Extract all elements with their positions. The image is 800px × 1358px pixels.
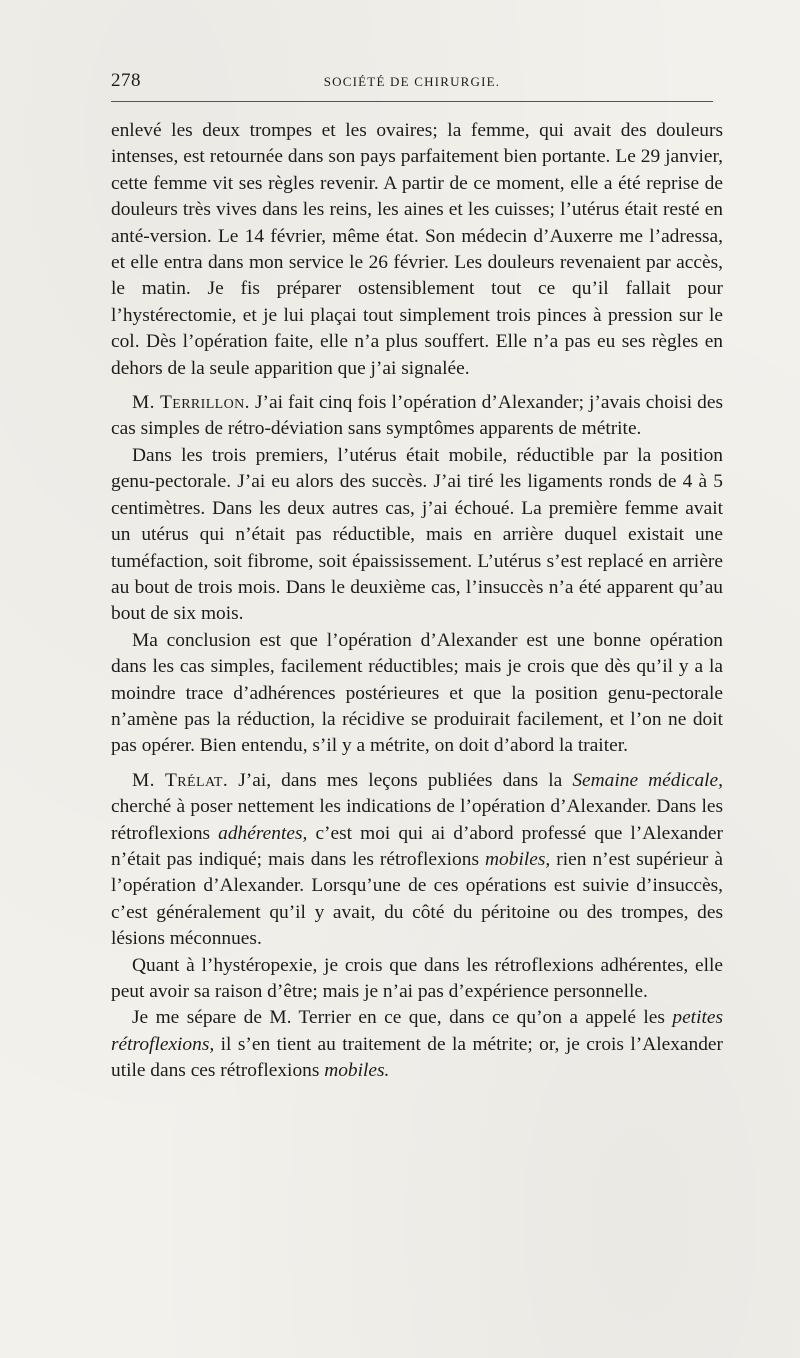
body-text <box>111 118 723 1085</box>
trelat-text-a: J’ai, dans mes leçons publiées dans la <box>228 769 573 791</box>
running-title: SOCIÉTÉ DE CHIRURGIE. <box>323 74 501 89</box>
header-rule <box>111 101 713 102</box>
paragraph-conclusion: Ma conclusion est que l’opération d’Alexander est une bonne opération dans les cas simples, facilement réductibles; mais je crois que dès qu’il y a la moindre trace d’adhérences postérieures et que la position genu-pectorale n’amène pas la réduction, la récidive se produirait facilement, et l’on ne doit pas opérer. Bien entendu, s’il y a métrite, on doit d’abord la traiter. <box>111 629 723 757</box>
paragraph-terrillon <box>111 390 723 443</box>
speaker-trelat: M. Trélat. <box>132 769 229 791</box>
paragraph-continuation: enlevé les deux trompes et les ovaires; la femme, qui avait des douleurs intenses, est retournée dans son pays parfaitement bien portante. Le 29 janvier, cette femme vit ses règles revenir. A partir de ce moment, elle a été reprise de douleurs très vives dans les reins, les aines et les cuisses; l’utérus était resté en anté-version. Le 14 février, même état. Son médecin d’Auxerre me l’adressa, et elle entra dans mon service le 26 février. Les douleurs revenaient par accès, le matin. Je fis préparer ostensiblement tout ce qu’il fallait pour l’hystérectomie, et je lui plaçai tout simplement trois pinces à pression sur le col. Dès l’opération faite, elle n’a plus souffert. Elle n’a pas eu ses règles en dehors de la seule apparition que j’ai signalée. <box>111 120 723 379</box>
page-header <box>111 70 713 94</box>
italic-petites-retroflexions: petites rétroflexions, <box>111 1007 723 1055</box>
paragraph-hysteropexie: Quant à l’hystéropexie, je crois que dans les rétroflexions adhérentes, elle peut avoir sa raison d’être; mais je n’ai pas d’expérience personnelle. <box>111 954 723 1002</box>
paragraph-terrillon-text: J’ai fait cinq fois l’opération d’Alexander; j’avais choisi des cas simples de rétro-déviation sans symptômes apparents de métrite. <box>111 392 723 440</box>
paragraph-trelat <box>111 768 723 953</box>
trelat-text-b: cherché à poser nettement les indications de l’opération d’Alexander. Dans les rétroflexions <box>111 796 723 844</box>
paragraph-terrier <box>111 1005 723 1084</box>
italic-mobiles: mobiles, <box>485 848 551 870</box>
italic-semaine-medicale: Semaine médicale, <box>572 769 723 791</box>
trelat-text-d: rien n’est supérieur à l’opération d’Alexander. Lorsqu’une de ces opérations est suivie d’insuccès, c’est généralement qu’il y avait, du côté du péritoine ou des trompes, des lésions méconnues. <box>111 848 724 950</box>
italic-mobiles-final: mobiles. <box>324 1060 390 1082</box>
speaker-terrillon: M. Terrillon. <box>132 392 250 414</box>
italic-adherentes: adhérentes, <box>218 822 308 844</box>
paragraph-three-cases: Dans les trois premiers, l’utérus était mobile, réductible par la position genu-pectorale. J’ai eu alors des succès. J’ai tiré les ligaments ronds de 4 à 5 centimètres. Dans les deux autres cas, j’ai échoué. La première femme avait un utérus qui n’était pas réductible, mais en arrière duquel existait une tuméfaction, soit fibrome, soit épaississement. L’utérus s’est replacé en arrière au bout de trois mois. Dans le deuxième cas, l’insuccès n’a été apparent qu’au bout de six mois. <box>111 444 723 625</box>
trelat-text-c: c’est moi qui ai d’abord professé que l’Alexander n’était pas indiqué; mais dans les rétroflexions <box>111 822 723 870</box>
terrier-text-b: il s’en tient au traitement de la métrite; or, je crois l’Alexander utile dans ces rétroflexions <box>111 1033 723 1082</box>
terrier-text-a: Je me sépare de M. Terrier en ce que, dans ce qu’on a appelé les <box>132 1007 673 1029</box>
page-number: 278 <box>111 70 141 91</box>
